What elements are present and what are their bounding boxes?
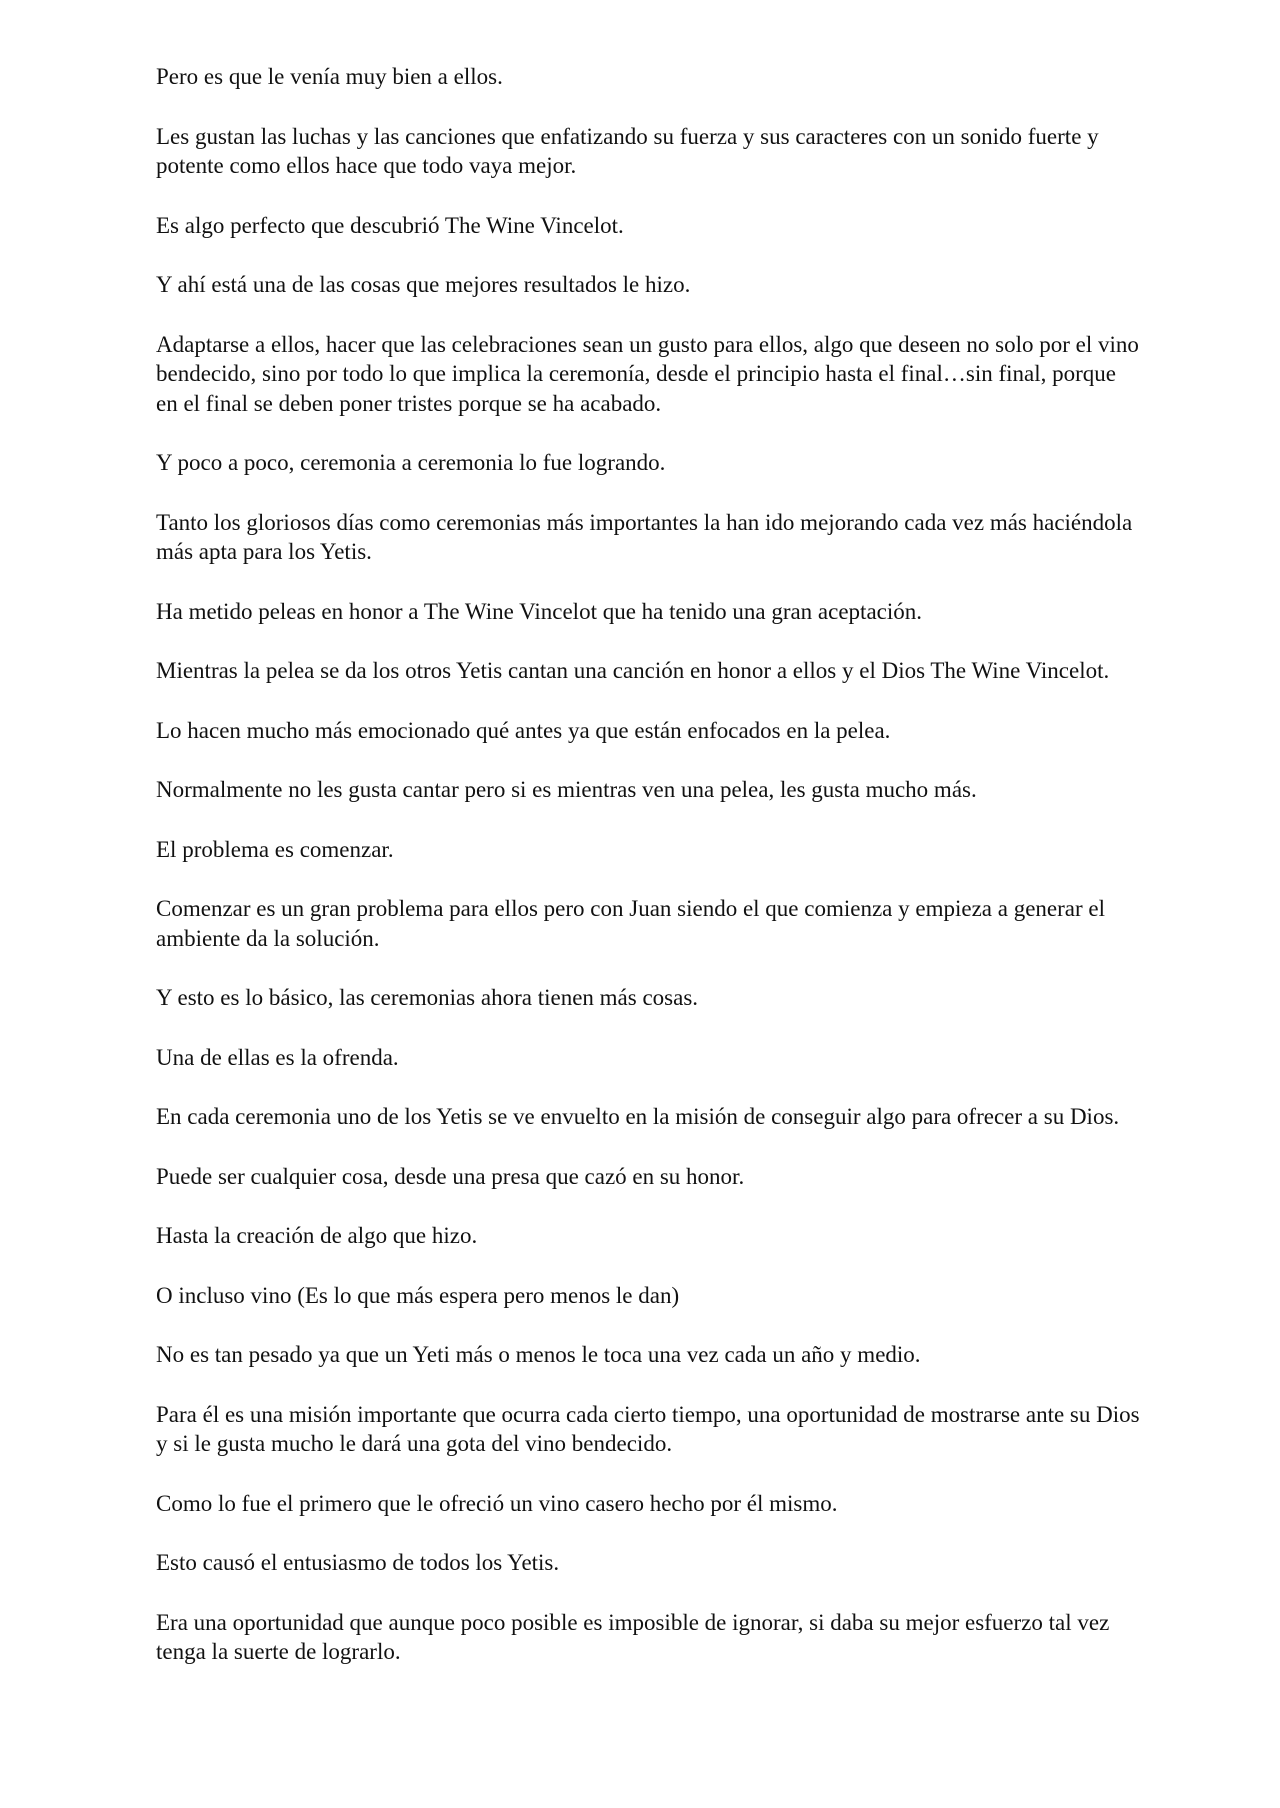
paragraph-16: En cada ceremonia uno de los Yetis se ve envuelto en la misión de conseguir algo para ofrecer a su Dios. <box>156 1104 1120 1129</box>
paragraph-19: O incluso vino (Es lo que más espera pero menos le dan) <box>156 1282 680 1308</box>
paragraph-14: Y esto es lo básico, las ceremonias ahora tienen más cosas. <box>156 985 699 1010</box>
paragraph-6: Y poco a poco, ceremonia a ceremonia lo fue logrando. <box>156 450 666 475</box>
paragraph-20: No es tan pesado ya que un Yeti más o menos le toca una vez cada un año y medio. <box>156 1342 921 1367</box>
paragraph-9: Mientras la pelea se da los otros Yetis cantan una canción en honor a ellos y el Dios The Wine Vincelot. <box>156 658 1110 683</box>
paragraph-15: Una de ellas es la ofrenda. <box>156 1044 399 1070</box>
paragraph-1: Pero es que le venía muy bien a ellos. <box>156 64 503 89</box>
paragraph-4: Y ahí está una de las cosas que mejores resultados le hizo. <box>156 272 691 297</box>
paragraph-18: Hasta la creación de algo que hizo. <box>156 1223 478 1248</box>
paragraph-7: Tanto los gloriosos días como ceremonias más importantes la han ido mejorando cada vez más haciéndola más apta para los Yetis. <box>156 509 1133 564</box>
paragraph-17: Puede ser cualquier cosa, desde una presa que cazó en su honor. <box>156 1163 745 1189</box>
paragraph-5: Adaptarse a ellos, hacer que las celebraciones sean un gusto para ellos, algo que deseen no solo por el vino bendecido, sino por todo lo que implica la ceremonía, desde el principio hasta el final…sin final, porque en el final se deben poner tristes porque se ha acabado. <box>156 331 1139 416</box>
paragraph-12: El problema es comenzar. <box>156 836 394 862</box>
paragraph-10: Lo hacen mucho más emocionado qué antes ya que están enfocados en la pelea. <box>156 717 891 743</box>
paragraph-2: Les gustan las luchas y las canciones que enfatizando su fuerza y sus caracteres con un sonido fuerte y potente como ellos hace que todo vaya mejor. <box>156 123 1099 178</box>
paragraph-22: Como lo fue el primero que le ofreció un vino casero hecho por él mismo. <box>156 1490 838 1516</box>
paragraph-3: Es algo perfecto que descubrió The Wine Vincelot. <box>156 212 624 238</box>
paragraph-8: Ha metido peleas en honor a The Wine Vincelot que ha tenido una gran aceptación. <box>156 598 923 624</box>
paragraph-24: Era una oportunidad que aunque poco posible es imposible de ignorar, si daba su mejor esfuerzo tal vez tenga la suerte de lograrlo. <box>156 1609 1110 1664</box>
paragraph-13: Comenzar es un gran problema para ellos pero con Juan siendo el que comienza y empieza a generar el ambiente da la solución. <box>156 896 1105 951</box>
document-body <box>156 62 1141 1697</box>
paragraph-11: Normalmente no les gusta cantar pero si es mientras ven una pelea, les gusta mucho más. <box>156 777 977 802</box>
paragraph-21: Para él es una misión importante que ocurra cada cierto tiempo, una oportunidad de mostrarse ante su Dios y si le gusta mucho le dará una gota del vino bendecido. <box>156 1401 1140 1456</box>
paragraph-23: Esto causó el entusiasmo de todos los Yetis. <box>156 1550 560 1575</box>
